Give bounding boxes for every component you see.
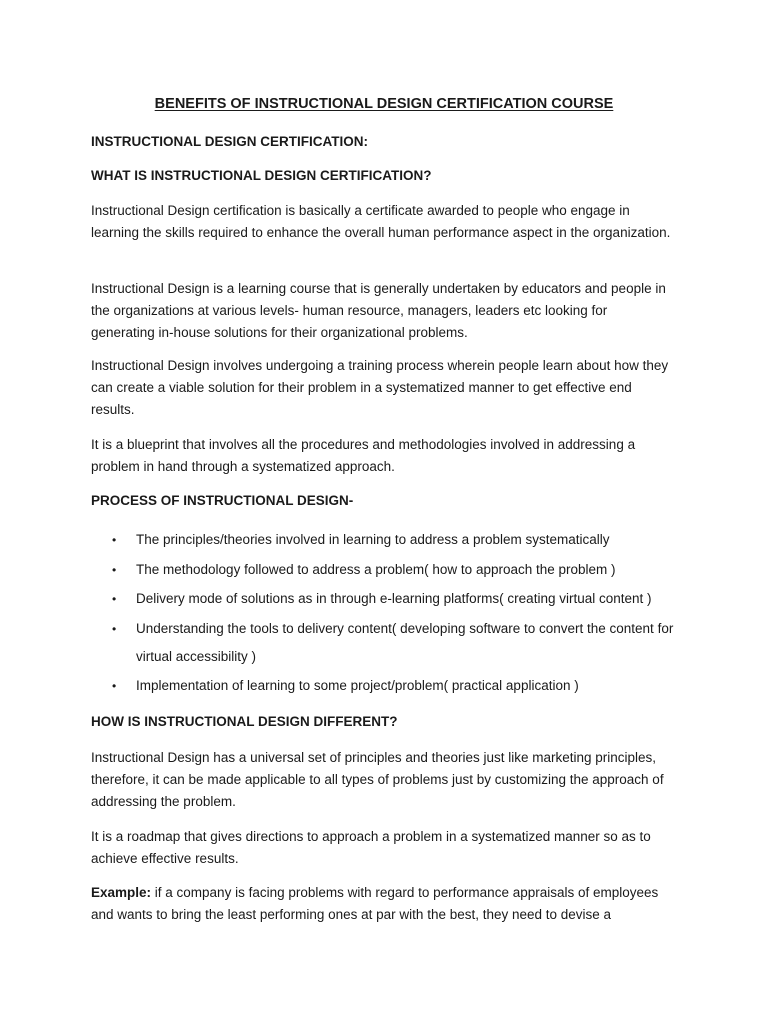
list-item [91, 556, 691, 584]
section-heading-certification: INSTRUCTIONAL DESIGN CERTIFICATION: [91, 134, 368, 149]
list-item-text: Implementation of learning to some project/problem( practical application ) [136, 678, 579, 693]
bullet-icon: • [112, 679, 117, 693]
paragraph-roadmap: It is a roadmap that gives directions to approach a problem in a systematized manner so as to achieve effective results. [91, 829, 651, 866]
document-title [0, 94, 768, 114]
list-item-text: The methodology followed to address a problem( how to approach the problem ) [136, 561, 616, 577]
list-item-text: The principles/theories involved in learning to address a problem systematically [136, 532, 610, 547]
paragraph-training-process: Instructional Design involves undergoing a training process wherein people learn about how they can create a viable solution for their problem in a systematized manner to get effective end results. [91, 358, 669, 417]
paragraph-universal-principles: Instructional Design has a universal set of principles and theories just like marketing principles, therefore, it can be made applicable to all types of problems just by customizing the approach of addressing the problem. [91, 750, 664, 809]
section-heading-what-is: WHAT IS INSTRUCTIONAL DESIGN CERTIFICATION? [91, 168, 432, 183]
list-item [91, 585, 691, 613]
paragraph-blueprint: It is a blueprint that involves all the procedures and methodologies involved in addressing a problem in hand through a systematized approach. [91, 437, 636, 474]
section-heading-process: PROCESS OF INSTRUCTIONAL DESIGN- [91, 493, 354, 508]
list-item [91, 615, 691, 671]
bullet-icon: • [112, 592, 117, 606]
example-label: Example: [91, 885, 152, 900]
list-item [91, 526, 691, 554]
list-item-text: Delivery mode of solutions as in through e-learning platforms( creating virtual content ) [136, 591, 652, 606]
process-bullet-list [91, 526, 691, 702]
list-item [91, 672, 691, 700]
list-item-text: Understanding the tools to delivery content( developing software to convert the content for virtual accessibility ) [136, 620, 674, 664]
document-title-text: BENEFITS OF INSTRUCTIONAL DESIGN CERTIFICATION COURSE [154, 96, 614, 112]
section-heading-different: HOW IS INSTRUCTIONAL DESIGN DIFFERENT? [91, 714, 398, 729]
example-text: if a company is facing problems with regard to performance appraisals of employees and wants to bring the least performing ones at par with the best, they need to devise a [91, 885, 659, 922]
paragraph-example [91, 882, 671, 926]
bullet-icon: • [112, 562, 117, 577]
bullet-icon: • [112, 533, 117, 547]
paragraph-learning-course: Instructional Design is a learning course that is generally undertaken by educators and people in the organizations at various levels- human resource, managers, leaders etc looking for generating in-house solutions for their organizational problems. [91, 281, 666, 340]
bullet-icon: • [112, 621, 117, 636]
paragraph-certification-definition: Instructional Design certification is basically a certificate awarded to people who engage in learning the skills required to enhance the overall human performance aspect in the organization. [91, 203, 671, 240]
